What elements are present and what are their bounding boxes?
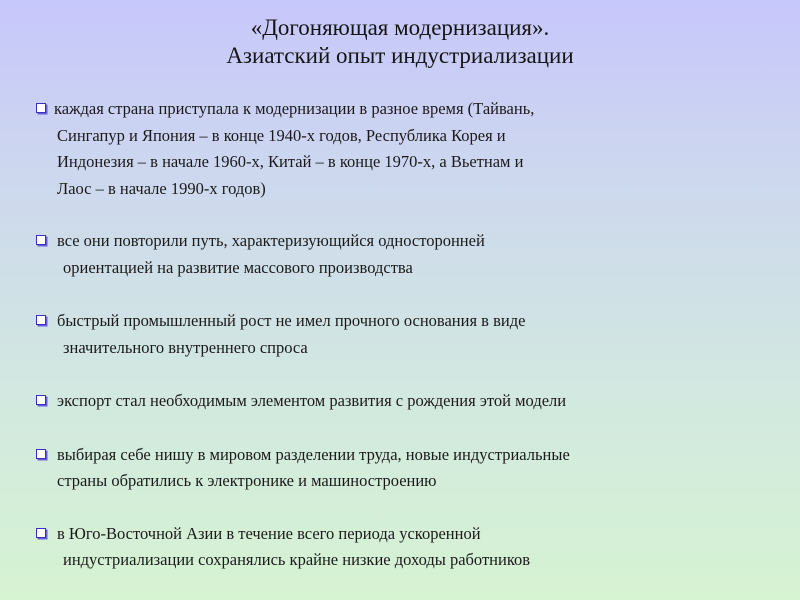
bullet-line: экспорт стал необходимым элементом развития с рождения этой модели — [57, 391, 567, 410]
slide-title-line-2: Азиатский опыт индустриализации — [226, 43, 574, 68]
bullet-text — [36, 388, 776, 415]
square-bullet-icon — [36, 395, 46, 405]
square-bullet-icon — [36, 528, 46, 538]
slide-title — [0, 14, 800, 70]
bullet-line: все они повторили путь, характеризующийся односторонней — [57, 231, 485, 250]
bullet-item — [36, 308, 776, 361]
bullet-line: Сингапур и Япония – в конце 1940-х годов, Республика Корея и — [57, 125, 506, 145]
bullet-line: Индонезия – в начале 1960-х, Китай – в конце 1970-х, а Вьетнам и — [57, 152, 524, 171]
bullet-text — [36, 96, 776, 202]
bullet-line: индустриализации сохранялись крайне низкие доходы работников — [63, 550, 531, 569]
square-bullet-icon — [36, 449, 46, 459]
bullet-item — [36, 442, 776, 495]
bullet-line: в Юго-Восточной Азии в течение всего периода ускоренной — [57, 523, 481, 543]
bullet-item — [36, 521, 776, 574]
bullet-text — [36, 442, 776, 495]
square-bullet-icon — [36, 315, 46, 325]
bullet-line: быстрый промышленный рост не имел прочного основания в виде — [57, 311, 526, 330]
bullet-line: страны обратились к электронике и машиностроению — [57, 471, 437, 490]
square-bullet-icon — [36, 103, 46, 113]
bullet-line: Лаос – в начале 1990-х годов) — [57, 178, 266, 198]
bullet-line: значительного внутреннего спроса — [63, 337, 308, 357]
bullet-item — [36, 228, 776, 281]
bullet-item — [36, 96, 776, 202]
slide-title-line-1: «Догоняющая модернизация». — [250, 15, 550, 40]
bullet-text — [36, 308, 776, 361]
bullet-text — [36, 228, 776, 281]
square-bullet-icon — [36, 235, 46, 245]
bullet-text — [36, 521, 776, 574]
bullet-line: ориентацией на развитие массового производства — [63, 257, 413, 277]
bullet-list — [36, 96, 776, 574]
bullet-item — [36, 388, 776, 415]
bullet-line: каждая страна приступала к модернизации в разное время (Тайвань, — [54, 99, 535, 118]
bullet-line: выбирая себе нишу в мировом разделении труда, новые индустриальные — [57, 444, 570, 464]
